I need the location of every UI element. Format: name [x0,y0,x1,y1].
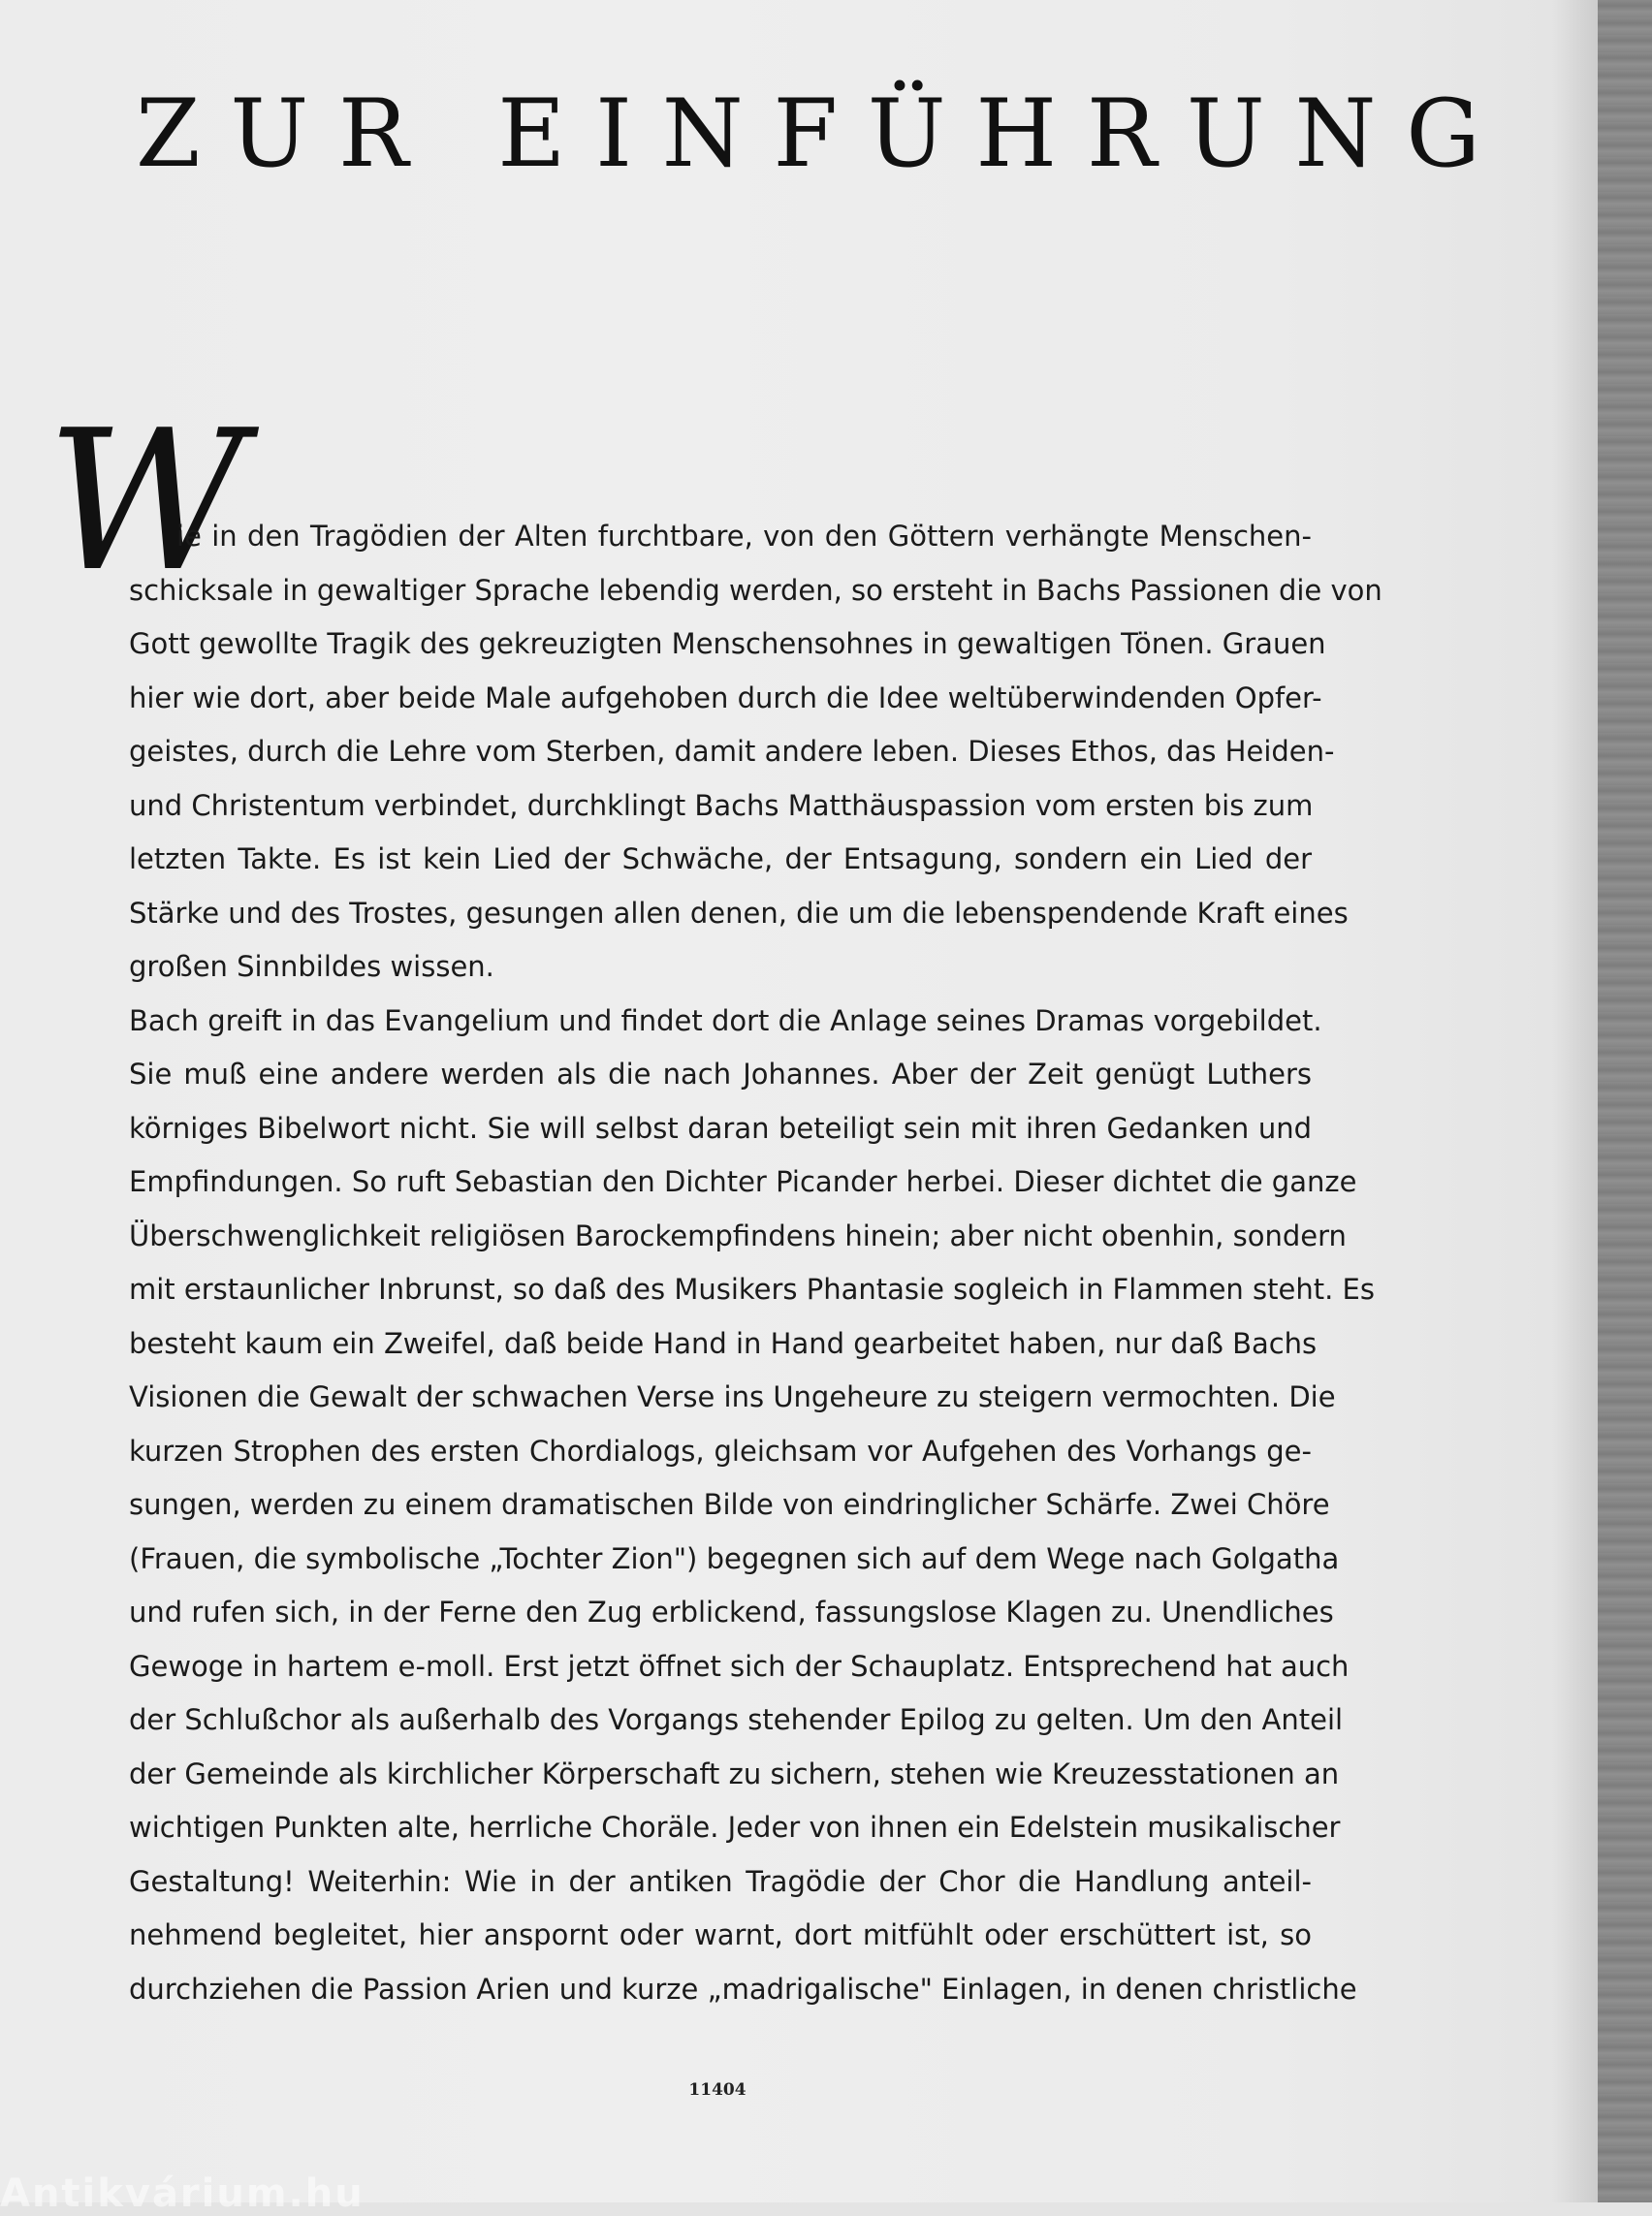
text-line: letzten Takte. Es ist kein Lied der Schwäche, der Entsagung, sondern ein Lied der [129,842,1312,875]
text-line: der Schlußchor als außerhalb des Vorgangs stehender Epilog zu gelten. Um den Anteil [129,1703,1344,1736]
text-line: Überschwenglichkeit religiösen Barockempfindens hinein; aber nicht obenhin, sondern [129,1219,1347,1252]
page-title: ZUR EINFÜHRUNG [136,79,1510,188]
drop-cap-initial: W [47,389,246,615]
text-line: der Gemeinde als kirchlicher Körperschaft zu sichern, stehen wie Kreuzesstationen an [129,1757,1340,1790]
page-edge-shadow [1551,0,1598,2202]
body-text [129,510,1382,2016]
text-line: Gestaltung! Weiterhin: Wie in der antiken Tragödie der Chor die Handlung anteil- [129,1864,1312,1898]
text-line: besteht kaum ein Zweifel, daß beide Hand in Hand gearbeitet haben, nur daß Bachs [129,1326,1318,1360]
text-line: schicksale in gewaltiger Sprache lebendig werden, so ersteht in Bachs Passionen die von [129,573,1382,607]
text-line: nehmend begleitet, hier anspornt oder warnt, dort mitfühlt oder erschüttert ist, so [129,1918,1312,1951]
text-line: Bach greift in das Evangelium und findet dort die Anlage seines Dramas vorgebildet. [129,1003,1322,1037]
text-line: und rufen sich, in der Ferne den Zug erblickend, fassungslose Klagen zu. Unendliches [129,1596,1334,1629]
text-line: sungen, werden zu einem dramatischen Bilde von eindringlicher Schärfe. Zwei Chöre [129,1488,1330,1521]
text-line: geistes, durch die Lehre vom Sterben, damit andere leben. Dieses Ethos, das Heiden- [129,735,1335,768]
text-line: Gewoge in hartem e-moll. Erst jetzt öffnet sich der Schauplatz. Entsprechend hat auch [129,1649,1350,1683]
text-line: durchziehen die Passion Arien und kurze „madrigalische" Einlagen, in denen christliche [129,1972,1357,2006]
text-line: ie in den Tragödien der Alten furchtbare, von den Göttern verhängte Menschen- [176,520,1312,553]
text-line: Visionen die Gewalt der schwachen Verse ins Ungeheure zu steigern vermochten. Die [129,1380,1336,1413]
text-line: kurzen Strophen des ersten Chordialogs, gleichsam vor Aufgehen des Vorhangs ge- [129,1434,1312,1468]
text-line: Sie muß eine andere werden als die nach Johannes. Aber der Zeit genügt Luthers [129,1058,1312,1091]
text-line: wichtigen Punkten alte, herrliche Choräle. Jeder von ihnen ein Edelstein musikalischer [129,1811,1341,1844]
background-surface [1598,0,1652,2202]
watermark: Antikvárium.hu [0,2171,365,2216]
text-line: hier wie dort, aber beide Male aufgehoben durch die Idee weltüberwindenden Opfer- [129,681,1322,714]
text-line: körniges Bibelwort nicht. Sie will selbst daran beteiligt sein mit ihren Gedanken und [129,1111,1312,1145]
text-line: großen Sinnbildes wissen. [129,950,494,983]
text-line: mit erstaunlicher Inbrunst, so daß des Musikers Phantasie sogleich in Flammen steht. Es [129,1273,1375,1306]
text-line: Empfindungen. So ruft Sebastian den Dichter Picander herbei. Dieser dichtet die ganze [129,1165,1357,1198]
text-line: Stärke und des Trostes, gesungen allen denen, die um die lebenspendende Kraft eines [129,896,1349,930]
text-line: und Christentum verbindet, durchklingt Bachs Matthäuspassion vom ersten bis zum [129,788,1314,822]
text-line: (Frauen, die symbolische „Tochter Zion") begegnen sich auf dem Wege nach Golgatha [129,1541,1340,1575]
page-number: 11404 [688,2080,747,2100]
text-line: Gott gewollte Tragik des gekreuzigten Menschensohnes in gewaltigen Tönen. Grauen [129,627,1326,660]
